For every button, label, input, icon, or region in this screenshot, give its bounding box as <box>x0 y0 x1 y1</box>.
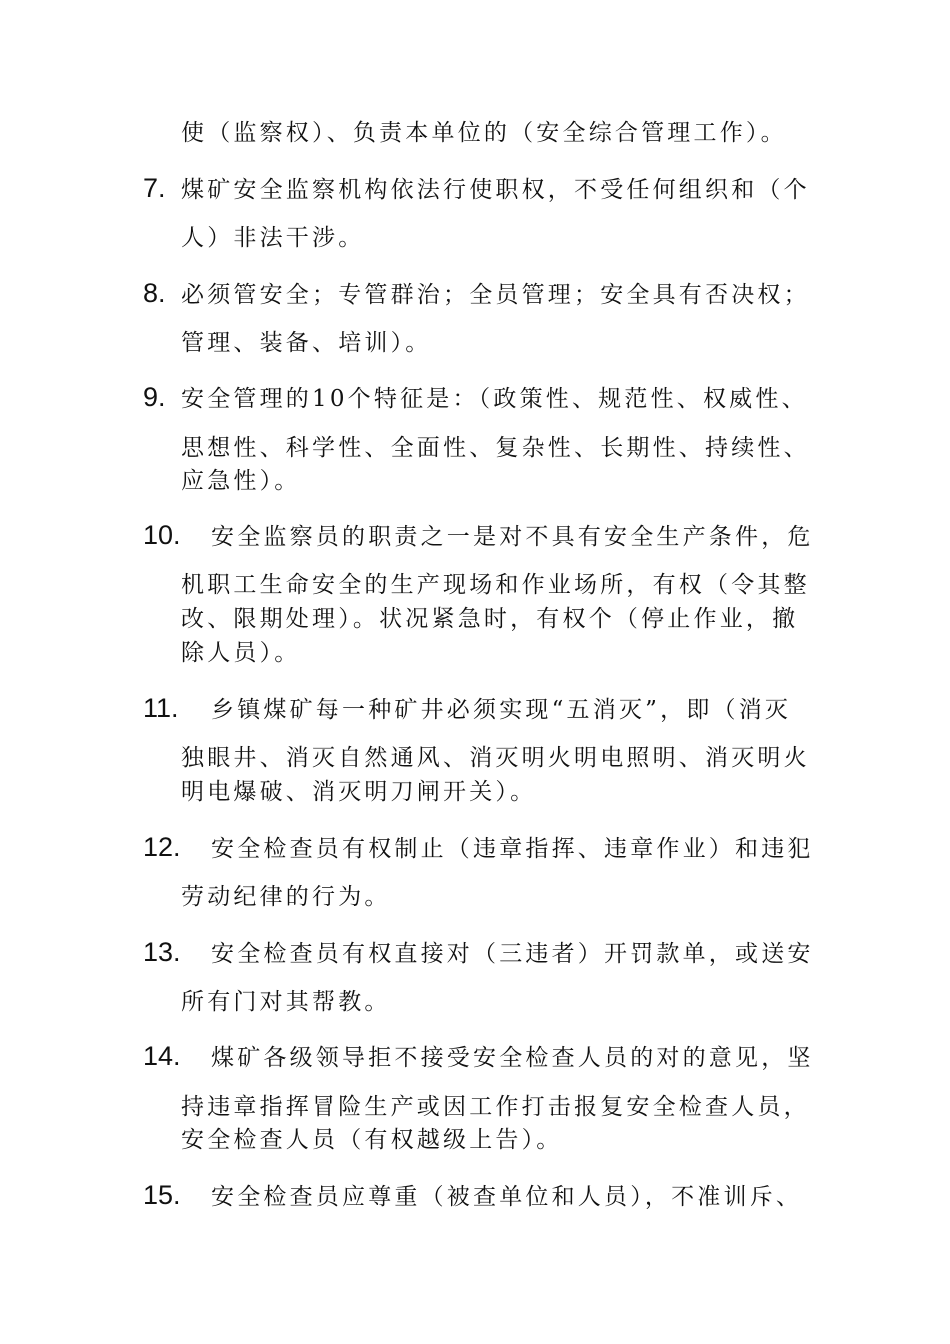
item-14-line-3: 安全检查人员（有权越级上告）。 <box>181 1127 563 1153</box>
item-14-line-2: 持违章指挥冒险生产或因工作打击报复安全检查人员， <box>181 1094 810 1120</box>
item-9-line-2: 思想性、科学性、全面性、复杂性、长期性、持续性、 <box>181 435 810 461</box>
item-15-number: 15. <box>143 1180 181 1210</box>
item-9-line-3: 应急性）。 <box>181 468 301 494</box>
item-9-number: 9. <box>143 382 166 412</box>
item-8-number: 8. <box>143 278 166 308</box>
item-14-number: 14. <box>143 1041 181 1071</box>
item-10-line-4: 除人员）。 <box>181 640 301 666</box>
item-9-line-1: 安全管理的10个特征是：（政策性、规范性、权威性、 <box>181 386 808 412</box>
item-11-number: 11. <box>143 693 179 723</box>
item-13-line-1: 安全检查员有权直接对（三违者）开罚款单，或送安 <box>211 941 814 967</box>
item-8-line-1: 必须管安全；专管群治；全员管理；安全具有否决权； <box>181 282 810 308</box>
item-12-line-2: 劳动纪律的行为。 <box>181 884 391 910</box>
item-10-number: 10. <box>143 520 181 550</box>
item-7-line-2: 人）非法干涉。 <box>181 225 365 251</box>
item-10-line-1: 安全监察员的职责之一是对不具有安全生产条件，危 <box>211 524 814 550</box>
item-7-line-1: 煤矿安全监察机构依法行使职权，不受任何组织和（个 <box>181 177 810 203</box>
item-15-line-1: 安全检查员应尊重（被查单位和人员），不准训斥、 <box>211 1184 803 1210</box>
item-13-number: 13. <box>143 937 181 967</box>
item-12-line-1: 安全检查员有权制止（违章指挥、违章作业）和违犯 <box>211 836 814 862</box>
item-6-line-1: 使（监察权）、负责本单位的（安全综合管理工作）。 <box>181 120 787 146</box>
item-7-number: 7. <box>143 173 166 203</box>
item-13-line-2: 所有门对其帮教。 <box>181 989 391 1015</box>
item-10-line-3: 改、限期处理）。状况紧急时，有权个（停止作业，撤 <box>181 606 799 632</box>
item-8-line-2: 管理、装备、培训）。 <box>181 330 432 356</box>
item-11-line-3: 明电爆破、消灭明刀闸开关）。 <box>181 779 537 805</box>
item-14-line-1: 煤矿各级领导拒不接受安全检查人员的对的意见，坚 <box>211 1045 814 1071</box>
item-10-line-2: 机职工生命安全的生产现场和作业场所，有权（令其整 <box>181 572 810 598</box>
item-12-number: 12. <box>143 832 181 862</box>
item-11-line-1: 乡镇煤矿每一种矿井必须实现“五消灭”，即（消灭 <box>211 697 792 723</box>
item-11-line-2: 独眼井、消灭自然通风、消灭明火明电照明、消灭明火 <box>181 745 810 771</box>
